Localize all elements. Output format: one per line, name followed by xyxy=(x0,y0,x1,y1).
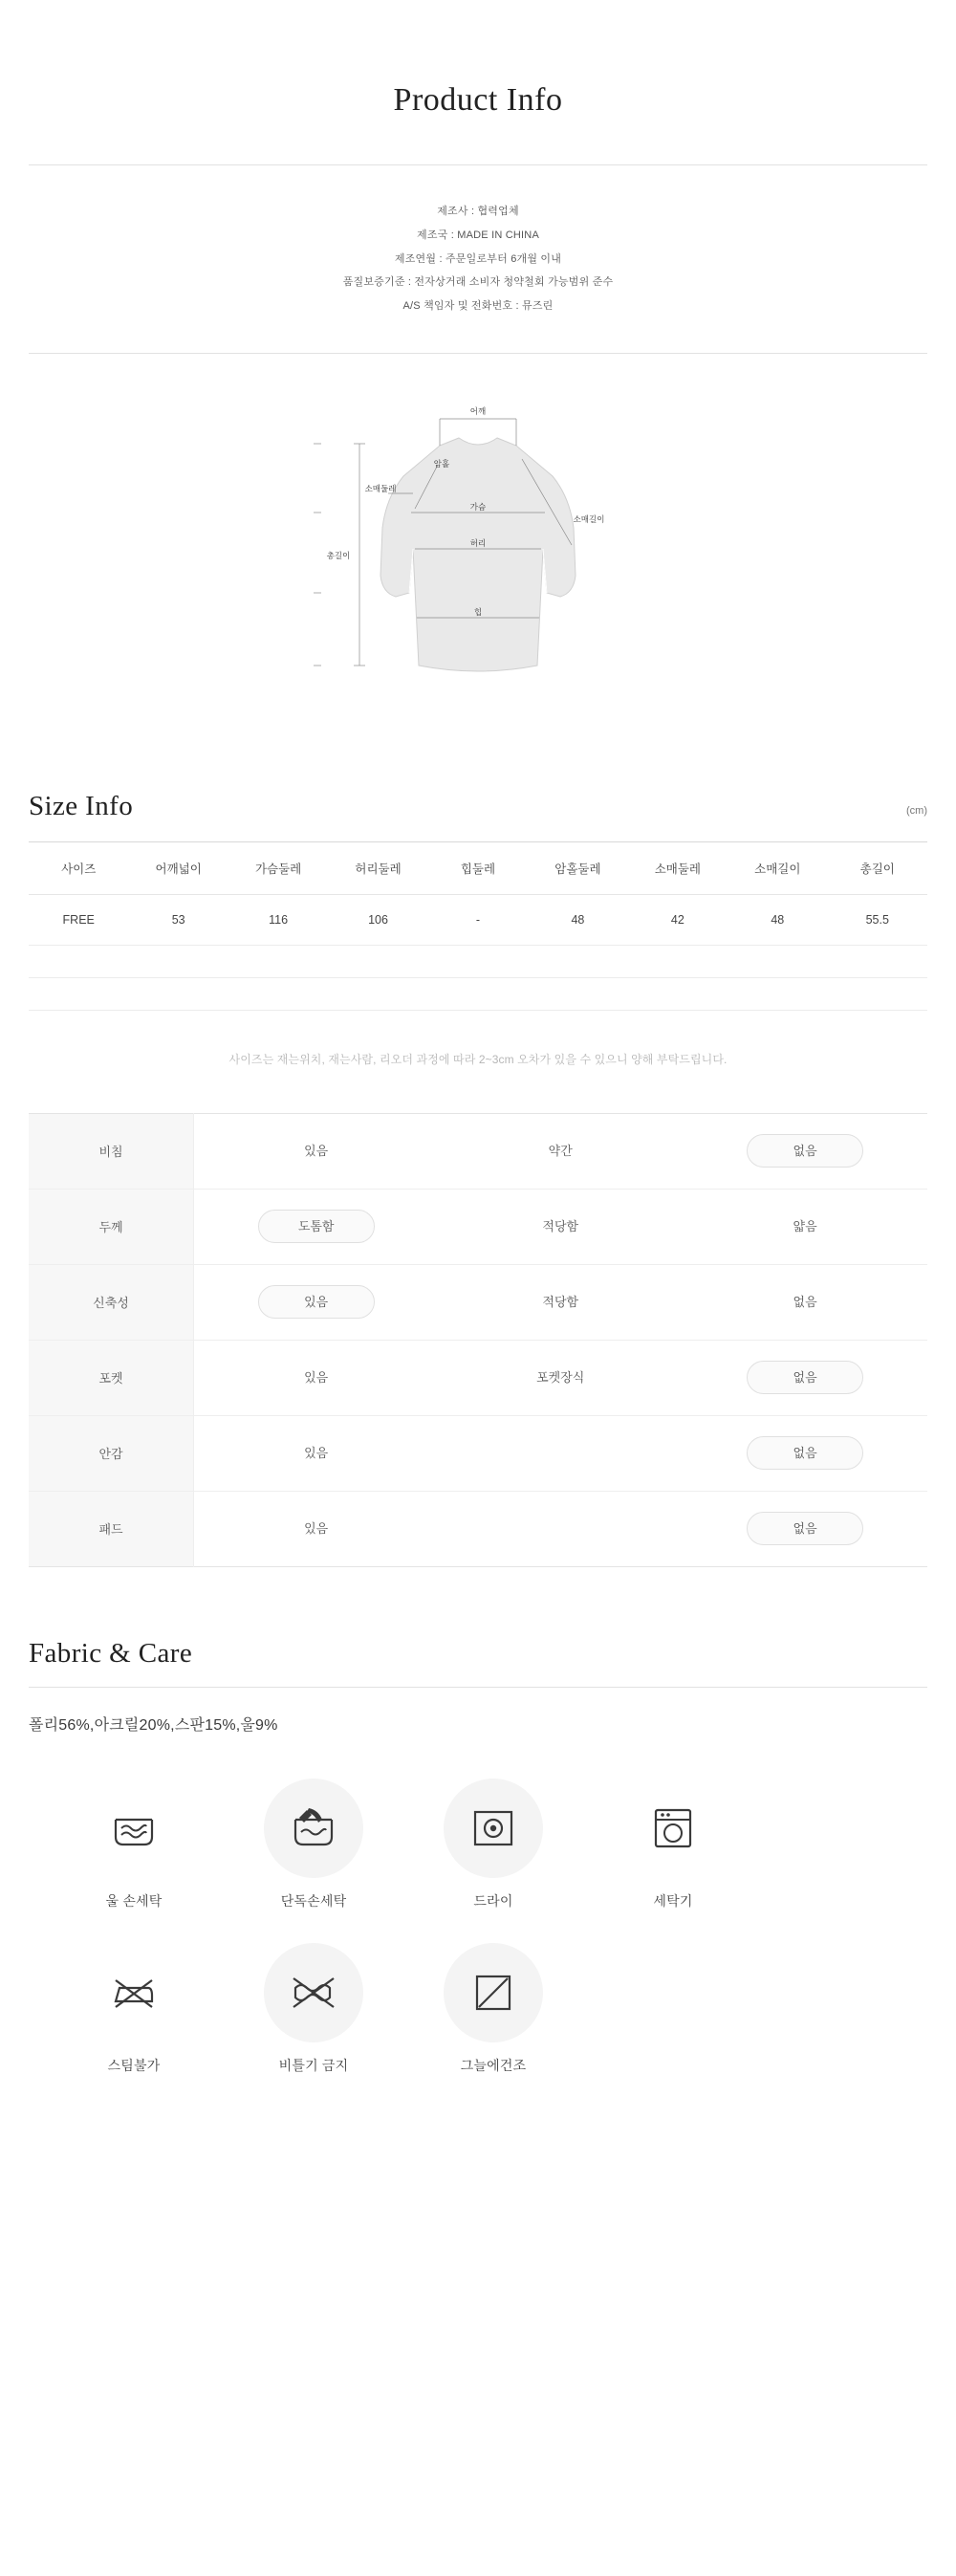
care-icon-background xyxy=(264,1943,363,2042)
diagram-label-sleeve-length: 소매길이 xyxy=(573,513,605,524)
attribute-option[interactable] xyxy=(683,1189,927,1264)
attribute-option-text: 없음 xyxy=(747,1361,863,1394)
attribute-option-text: 적당함 xyxy=(542,1295,579,1310)
care-item-shade-dry xyxy=(403,1943,583,2075)
attribute-option-selected[interactable] xyxy=(683,1491,927,1566)
attribute-option-text: 없음 xyxy=(793,1295,817,1310)
attribute-option-text: 있음 xyxy=(304,1144,329,1159)
attribute-option-text: 적당함 xyxy=(542,1219,579,1234)
size-info-title: Size Info xyxy=(29,790,134,821)
attribute-option[interactable] xyxy=(438,1113,683,1189)
attribute-option[interactable] xyxy=(194,1340,439,1415)
attribute-option[interactable] xyxy=(438,1340,683,1415)
dry-clean-icon xyxy=(466,1801,521,1856)
attribute-option-empty xyxy=(438,1491,683,1566)
attribute-row-pad xyxy=(29,1491,927,1566)
attribute-option-selected[interactable] xyxy=(683,1113,927,1189)
attribute-label: 두께 xyxy=(29,1189,194,1264)
attribute-option-selected[interactable] xyxy=(683,1340,927,1415)
care-icon-background xyxy=(84,1943,184,2042)
attribute-label: 비침 xyxy=(29,1113,194,1189)
size-col-chest: 가슴둘레 xyxy=(228,841,328,894)
attribute-option-text: 있음 xyxy=(304,1446,329,1461)
care-item-dry-clean xyxy=(403,1779,583,1910)
attribute-option[interactable] xyxy=(194,1491,439,1566)
empty-cell xyxy=(29,977,927,1010)
attribute-option-text: 있음 xyxy=(304,1521,329,1537)
size-info-header xyxy=(0,764,956,822)
attribute-option[interactable] xyxy=(683,1264,927,1340)
care-item-hand-wash-only xyxy=(224,1779,403,1910)
care-label: 단독손세탁 xyxy=(280,1892,347,1909)
care-label: 드라이 xyxy=(473,1892,513,1909)
no-steam-icon xyxy=(106,1965,162,2020)
garment-measurement-diagram xyxy=(296,405,660,721)
no-wring-icon xyxy=(286,1965,341,2020)
size-col-armhole: 암홀둘레 xyxy=(528,841,627,894)
size-col-waist: 허리둘레 xyxy=(328,841,427,894)
attribute-option-text: 포켓장식 xyxy=(536,1370,585,1386)
cell-sleeve-length: 48 xyxy=(728,894,827,945)
care-item-no-wring xyxy=(224,1943,403,2075)
care-item-hand-wash xyxy=(44,1779,224,1910)
cell-waist: 106 xyxy=(328,894,427,945)
care-label: 비틀기 금지 xyxy=(278,2057,349,2073)
diagram-label-total-length: 총길이 xyxy=(326,550,351,560)
care-label: 그늘에건조 xyxy=(460,2057,527,2073)
attribute-row-lining xyxy=(29,1415,927,1491)
empty-cell xyxy=(29,945,927,977)
attribute-option-text: 없음 xyxy=(747,1134,863,1168)
care-icon-background xyxy=(84,1779,184,1878)
page-title: Product Info xyxy=(393,82,563,118)
shade-dry-icon xyxy=(466,1965,521,2020)
size-col-sleeve-length: 소매길이 xyxy=(728,841,827,894)
attribute-option[interactable] xyxy=(438,1189,683,1264)
attribute-option-text: 있음 xyxy=(304,1370,329,1386)
cell-total-length: 55.5 xyxy=(828,894,928,945)
care-icon-background xyxy=(623,1779,723,1878)
attribute-label: 포켓 xyxy=(29,1340,194,1415)
diagram-label-shoulder: 어깨 xyxy=(469,405,487,416)
care-icon-background xyxy=(444,1943,543,2042)
fabric-composition: 폴리56%,아크릴20%,스판15%,울9% xyxy=(29,1716,278,1734)
size-col-hip: 힙둘레 xyxy=(428,841,528,894)
size-table xyxy=(29,841,927,1011)
attribute-option-selected[interactable] xyxy=(683,1415,927,1491)
attribute-option-text: 없음 xyxy=(747,1436,863,1470)
cell-armhole: 48 xyxy=(528,894,627,945)
attribute-option-text: 약간 xyxy=(548,1144,573,1159)
size-col-total-length: 총길이 xyxy=(828,841,928,894)
size-col-shoulder: 어깨넓이 xyxy=(128,841,228,894)
machine-wash-icon xyxy=(645,1801,701,1856)
info-line-warranty: 품질보증기준 : 전자상거래 소비자 청약철회 가능범위 준수 xyxy=(342,276,614,289)
size-table-header-row xyxy=(29,841,927,894)
table-row-empty xyxy=(29,945,927,977)
attribute-option-text: 얇음 xyxy=(793,1219,817,1234)
size-tolerance-note: 사이즈는 재는위치, 재는사람, 리오더 과정에 따라 2~3cm 오차가 있을 수 있으니 양해 부탁드립니다. xyxy=(228,1052,728,1066)
care-item-no-steam xyxy=(44,1943,224,2075)
manufacturer-info-block xyxy=(0,165,956,347)
attribute-option[interactable] xyxy=(438,1264,683,1340)
size-unit-label: (cm) xyxy=(906,804,927,817)
size-col-sleeve-circ: 소매둘레 xyxy=(628,841,728,894)
table-row xyxy=(29,894,927,945)
size-col-size: 사이즈 xyxy=(29,841,128,894)
diagram-label-sleeve-circ: 소매둘레 xyxy=(364,483,397,493)
attribute-row-sheerness xyxy=(29,1113,927,1189)
diagram-label-waist: 허리 xyxy=(469,537,487,548)
attribute-option[interactable] xyxy=(194,1415,439,1491)
attribute-option[interactable] xyxy=(194,1113,439,1189)
attribute-row-thickness xyxy=(29,1189,927,1264)
attribute-label: 안감 xyxy=(29,1415,194,1491)
diagram-label-chest: 가슴 xyxy=(469,501,487,512)
attribute-table xyxy=(29,1113,927,1567)
fabric-care-title: Fabric & Care xyxy=(29,1637,193,1669)
attribute-option-text: 없음 xyxy=(747,1512,863,1545)
care-item-machine-wash xyxy=(583,1779,763,1910)
table-row-empty xyxy=(29,977,927,1010)
attribute-option-selected[interactable] xyxy=(194,1189,439,1264)
cell-hip: - xyxy=(428,894,528,945)
care-label: 스팀불가 xyxy=(107,2057,161,2073)
care-icon-background xyxy=(444,1779,543,1878)
cell-chest: 116 xyxy=(228,894,328,945)
attribute-row-pocket xyxy=(29,1340,927,1415)
hand-wash-icon xyxy=(106,1801,162,1856)
cell-sleeve-circ: 42 xyxy=(628,894,728,945)
care-icon-background xyxy=(264,1779,363,1878)
attribute-label: 패드 xyxy=(29,1491,194,1566)
hand-wash-only-icon xyxy=(286,1801,341,1856)
care-instruction-grid xyxy=(0,1735,956,2174)
attribute-option-text: 있음 xyxy=(258,1285,375,1319)
info-line-date: 제조연월 : 주문일로부터 6개월 이내 xyxy=(394,252,562,265)
attribute-option-empty xyxy=(438,1415,683,1491)
attribute-option-selected[interactable] xyxy=(194,1264,439,1340)
info-line-country: 제조국 : MADE IN CHINA xyxy=(417,229,539,241)
attribute-label: 신축성 xyxy=(29,1264,194,1340)
care-label: 울 손세탁 xyxy=(105,1892,163,1909)
attribute-option-text: 도톰함 xyxy=(258,1210,375,1243)
diagram-label-armhole: 암홀 xyxy=(433,458,450,469)
info-line-as-contact: A/S 책임자 및 전화번호 : 뮤즈린 xyxy=(402,300,554,312)
cell-shoulder: 53 xyxy=(128,894,228,945)
diagram-label-hip: 힙 xyxy=(473,606,483,617)
measurement-diagram-section xyxy=(0,354,956,764)
cell-size: FREE xyxy=(29,894,128,945)
care-label: 세탁기 xyxy=(653,1892,693,1909)
attribute-row-elasticity xyxy=(29,1264,927,1340)
info-line-manufacturer: 제조사 : 협력업체 xyxy=(437,206,519,217)
